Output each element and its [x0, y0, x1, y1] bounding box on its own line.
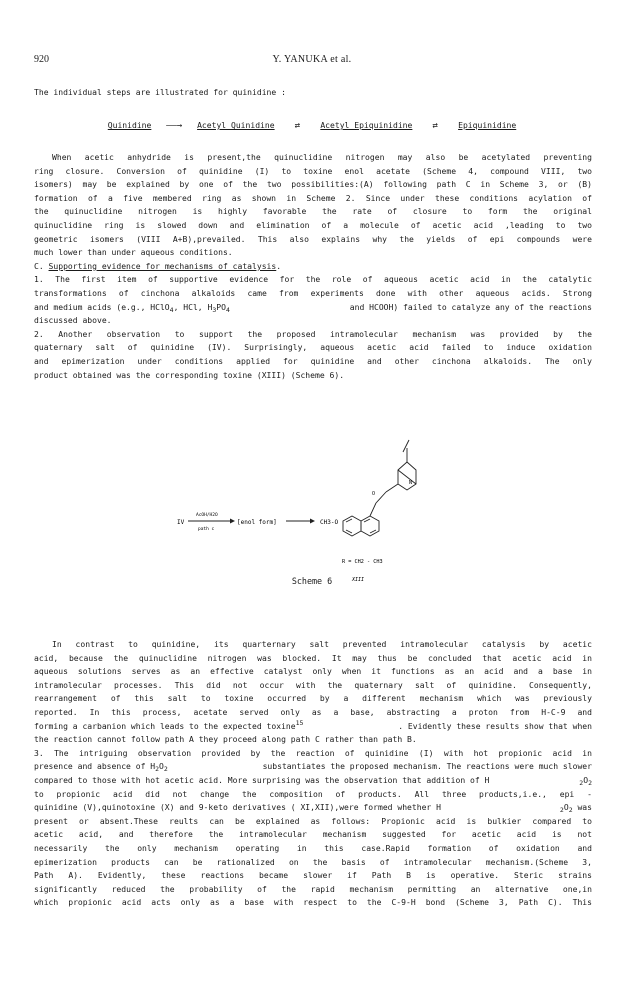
scheme-path-label: path c — [198, 527, 215, 532]
arrowhead-icon — [310, 519, 315, 524]
text-line: reported. In this process, acetate served only as a base, abstracting a proton from H-C-9 and — [34, 707, 592, 717]
scheme-substituent-label: R = CH2 - CH3 — [342, 559, 383, 565]
nitrogen-label: N — [409, 480, 413, 486]
text-line: geometric isomers (VIII A+B),prevailed. This also explains why the yields of epi compounds were — [34, 234, 592, 244]
text-line: necessarily the only mechanism operating in this case.Rapid formation of oxidation and — [34, 843, 592, 853]
body-block-2 — [34, 638, 592, 910]
text-line: formation of a five membered ring as shown in Scheme 2. Since under these conditions acylation of — [34, 193, 592, 203]
text-line: and medium acids (e.g., HClO$_4$, HCl, $H_3PO_4$ and HCOOH) failed to catalyze any of the reactions — [34, 302, 592, 314]
arrow-icon: ——→ — [166, 121, 183, 131]
text-line: acid, because the quinuclidine nitrogen was blocked. It may thus be concluded that acetic acid in — [34, 653, 592, 663]
text-line: present or absent.These reults can be explained as follows: Propionic acid is bulkier compared to — [34, 816, 592, 826]
sequence-item-acetyl-epiquinidine: Acetyl Epiquinidine — [320, 121, 413, 130]
text-line: and epimerization under conditions applied for quinidine and other cinchona alkaloids. The only — [34, 356, 592, 366]
scheme-compound-label: XIII — [352, 577, 365, 583]
scheme-product-prefix: CH3-O — [320, 519, 339, 526]
sequence-item-epiquinidine: Epiquinidine — [458, 121, 517, 130]
text-line: 2. Another observation to support the proposed intramolecular mechanism was provided by the — [34, 329, 592, 339]
text-line: ring closure. Conversion of quinidine (I) to toxine enol acetate (Scheme 4, compound VIII, two — [34, 166, 592, 176]
text-line: intramolecular processes. This did not occur with the quaternary salt of quinidine. Consequently, — [34, 680, 592, 690]
text-line: forming a carbanion which leads to the expected toxine$^{15}$ . Evidently these results show that when — [34, 718, 592, 731]
quinuclidine-cage-icon — [398, 440, 416, 490]
scheme-start-label: IV — [177, 519, 185, 526]
text-line: rearrangement of this salt to toxine occurred by a different mechanism which was previously — [34, 694, 592, 704]
text-line: quinidine (V),quinotoxine (X) and 9-keto derivatives ( XI,XII),were formed whether H $_2O_2$ was — [34, 803, 592, 815]
scheme-caption: Scheme 6 — [291, 576, 333, 586]
text-line: In contrast to quinidine, its quarternary salt prevented intramolecular catalysis by acetic — [52, 640, 592, 649]
text-line: isomers) may be explained by one of the two possibilities:(A) following path C in Scheme 3, or (B) — [34, 180, 592, 190]
text-line: When acetic anhydride is present,the quinuclidine nitrogen may also be acetylated preventing — [52, 153, 592, 162]
text-line: acetic acid, and therefore the intramolecular mechanism suggested for acetic acid is not — [34, 830, 592, 840]
text-line: 1. The first item of supportive evidence for the role of aqueous acetic acid in the catalytic — [34, 275, 592, 285]
page-number: 920 — [34, 54, 49, 65]
text-line: 3. The intriguing observation provided by the reaction of quinidine (I) with hot propionic acid in — [34, 748, 592, 758]
sequence-item-acetyl-quinidine: Acetyl Quinidine — [197, 121, 275, 130]
arrowhead-icon — [230, 519, 235, 524]
equilibrium-arrow-icon: ⇄ — [294, 121, 301, 131]
text-line: aqueous solutions serves as an effective catalyst only when it functions as an acid and a base in — [34, 667, 592, 677]
text-line: epimerization products can be rationalized on the basis of intramolecular mechanism.(Scheme 3, — [34, 857, 592, 867]
text-line: transformations of cinchona alkaloids came from experiments done with other aqueous acids. Strong — [34, 288, 592, 298]
section-heading: C. Supporting evidence for mechanisms of catalysis. — [34, 261, 282, 271]
sequence-item-quinidine: Quinidine — [107, 121, 152, 130]
scheme-intermediate-label: [enol form] — [237, 519, 277, 526]
text-line: discussed above. — [34, 316, 112, 326]
text-line: which propionic acid acts only as a base with respect to the C-9-H bond (Scheme 3, Path C). This — [34, 898, 592, 908]
text-line: quinuclidine ring is slowed down and elimination of a molecule of acetic acid ,leading to two — [34, 220, 592, 230]
text-line: the quinuclidine nitrogen is highly favorable the rate of closure to form the original — [34, 207, 592, 217]
text-line: significantly reduced the probability of the rapid mechanism permitting an alternative one,in — [34, 884, 592, 894]
text-line: The individual steps are illustrated for quinidine : — [34, 88, 286, 97]
text-line: much lower than under aqueous conditions. — [34, 248, 233, 258]
equilibrium-arrow-icon: ⇄ — [432, 121, 438, 131]
text-line: presence and absence of $H_2O_2$ substantiates the proposed mechanism. The reactions were much slower — [34, 762, 592, 774]
text-line: product obtained was the corresponding toxine (XIII) (Scheme 6). — [34, 370, 345, 380]
oxygen-label: O — [372, 491, 376, 497]
text-line: compared to those with hot acetic acid. More surprising was the observation that addition of H $_2O_2$ — [34, 775, 592, 787]
running-title: Y. YANUKA et al. — [272, 54, 352, 65]
text-line: to propionic acid did not change the composition of products. All three products,i.e., epi - — [34, 789, 592, 799]
text-line: Path A). Evidently, these reactions became slower if Path B is operative. Steric strains — [34, 871, 592, 881]
scheme-reagent-label: AcOH/H2O — [196, 513, 218, 518]
text-line: quaternary salt of quinidine (IV). Surprisingly, aqueous acetic acid failed to induce oxidation — [34, 343, 592, 353]
quinoline-ring-icon — [343, 484, 398, 536]
text-line: the reaction cannot follow path A they proceed along path C rather than path B. — [34, 735, 417, 745]
